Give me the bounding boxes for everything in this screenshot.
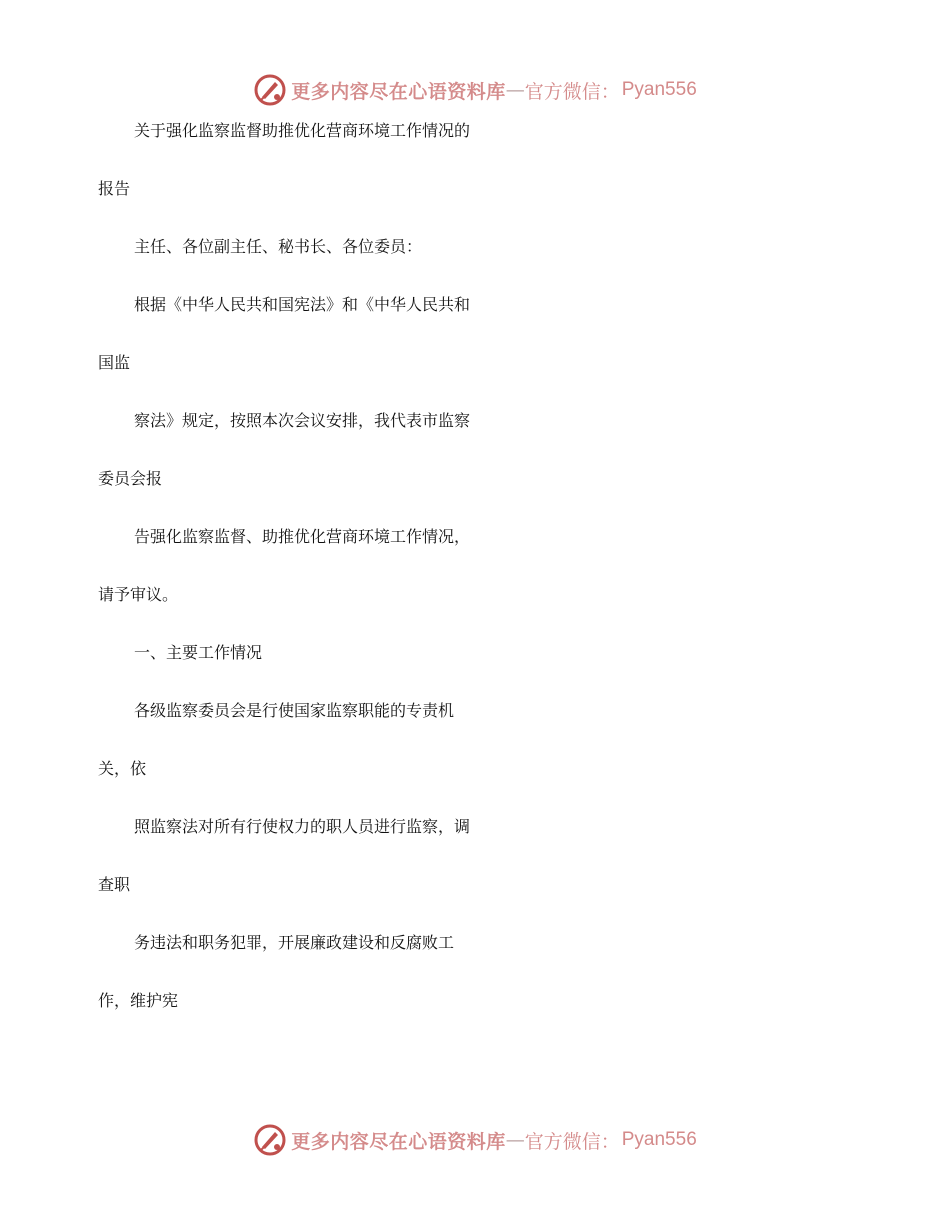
text-line: 委员会报 <box>98 469 163 488</box>
text-line: 关，依 <box>98 759 147 778</box>
banner-separator: — <box>505 1129 525 1151</box>
text-line: 务违法和职务犯罪，开展廉政建设和反腐败工 <box>134 933 455 952</box>
text-line: 根据《中华人民共和国宪法》和《中华人民共和 <box>134 295 471 314</box>
text-line: 察法》规定，按照本次会议安排，我代表市监察 <box>134 411 471 430</box>
document-title-line-1: 关于强化监察监督助推优化营商环境工作情况的 <box>134 121 471 140</box>
banner-slogan: 更多内容尽在心语资料库 <box>291 80 506 103</box>
document-body <box>98 118 858 1046</box>
text-line: 国监 <box>98 353 131 372</box>
text-line: 各级监察委员会是行使国家监察职能的专责机 <box>134 701 455 720</box>
text-line: 告强化监察监督、助推优化营商环境工作情况， <box>134 527 471 546</box>
banner-wechat-id: Pyan556 <box>621 79 697 100</box>
quill-logo-icon <box>253 1123 287 1157</box>
banner-wechat-label: 官方微信： <box>524 80 620 103</box>
footer-banner <box>0 1120 950 1160</box>
banner-slogan: 更多内容尽在心语资料库 <box>291 1130 506 1153</box>
text-line: 查职 <box>98 875 131 894</box>
document-title-line-2: 报告 <box>98 179 131 198</box>
quill-logo-icon <box>253 73 287 107</box>
section-heading: 一、主要工作情况 <box>134 643 263 662</box>
salutation-line: 主任、各位副主任、秘书长、各位委员： <box>134 237 423 256</box>
text-line: 作，维护宪 <box>98 991 179 1010</box>
text-line: 请予审议。 <box>98 585 179 604</box>
banner-wechat-label: 官方微信： <box>524 1130 620 1153</box>
text-line: 照监察法对所有行使权力的职人员进行监察，调 <box>134 817 471 836</box>
banner-separator: — <box>505 79 525 101</box>
banner-wechat-id: Pyan556 <box>621 1129 697 1150</box>
header-banner <box>0 70 950 110</box>
